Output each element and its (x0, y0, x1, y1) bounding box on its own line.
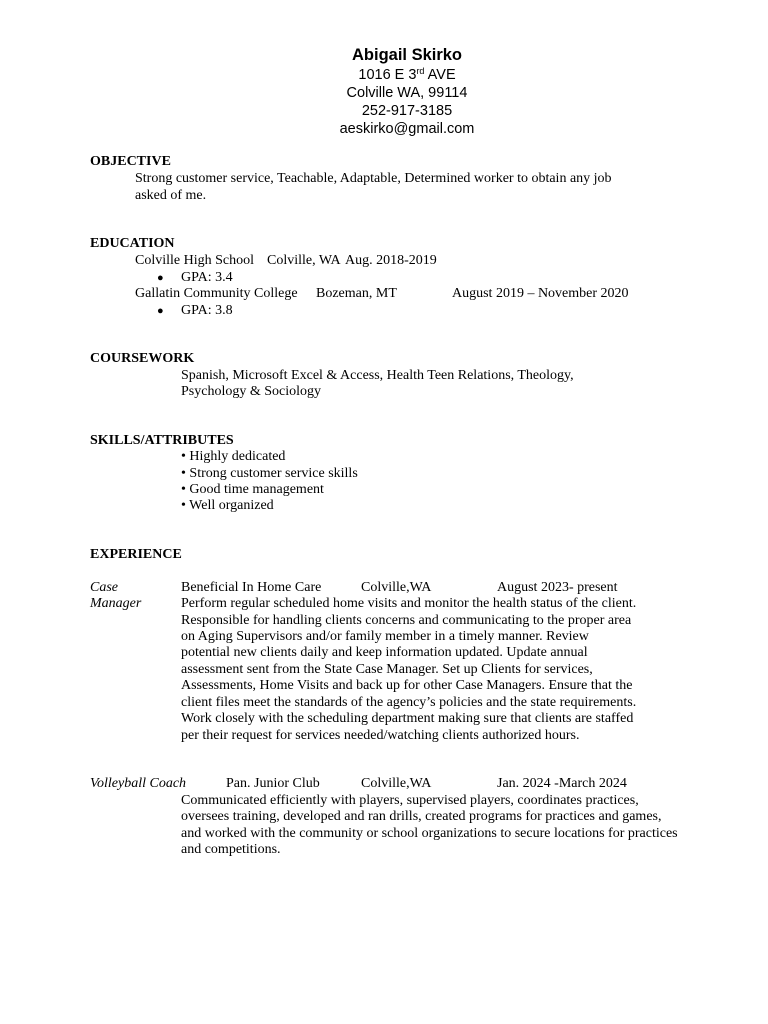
school-name: Colville High School (135, 253, 254, 268)
skills-heading: SKILLS/ATTRIBUTES (90, 433, 234, 448)
job-description-line: Perform regular scheduled home visits and monitor the health status of the client. (181, 596, 637, 611)
address-suffix: AVE (424, 67, 456, 83)
bullet-icon: ● (157, 272, 164, 284)
skill-item: • Highly dedicated (181, 449, 286, 464)
job-description-line: client files meet the standards of the agency’s policies and the state requirements. (181, 695, 637, 710)
coursework-heading: COURSEWORK (90, 351, 195, 366)
job-description-line: assessment sent from the State Case Manager. Set up Clients for services, (181, 662, 593, 677)
job-description-line: and competitions. (181, 842, 281, 857)
job-description-line: and worked with the community or school organizations to secure locations for practices (181, 826, 678, 841)
job-title: Volleyball Coach (90, 776, 187, 791)
address-prefix: 1016 E 3 (358, 67, 417, 83)
city-line: Colville WA, 99114 (346, 85, 468, 101)
job-description-line: potential new clients daily and keep information updated. Update annual (181, 645, 588, 660)
applicant-name: Abigail Skirko (351, 46, 463, 64)
job-employer: Pan. Junior Club (226, 776, 320, 791)
objective-heading: OBJECTIVE (90, 154, 171, 169)
objective-line: Strong customer service, Teachable, Adaptable, Determined worker to obtain any job (135, 171, 612, 186)
email-line: aeskirko@gmail.com (339, 121, 475, 137)
job-description-line: on Aging Supervisors and/or family member in a timely manner. Review (181, 629, 589, 644)
address-ordinal: rd (416, 66, 425, 76)
coursework-line: Psychology & Sociology (181, 384, 322, 399)
school-location: Colville, WA (267, 253, 341, 268)
gpa-item: GPA: 3.4 (181, 270, 233, 285)
education-heading: EDUCATION (90, 236, 175, 251)
job-dates: August 2023- present (497, 580, 618, 595)
bullet-icon: ● (157, 305, 164, 317)
job-employer: Beneficial In Home Care (181, 580, 322, 595)
job-description-line: oversees training, developed and ran drills, created programs for practices and games, (181, 809, 662, 824)
job-location: Colville,WA (361, 776, 432, 791)
job-description-line: per their request for services needed/watching clients authorized hours. (181, 728, 580, 743)
school-location: Bozeman, MT (316, 286, 397, 301)
job-description-line: Work closely with the scheduling department making sure that clients are staffed (181, 711, 634, 726)
job-description-line: Responsible for handling clients concerns and communicating to the proper area (181, 613, 632, 628)
coursework-line: Spanish, Microsoft Excel & Access, Health Teen Relations, Theology, (181, 368, 574, 383)
experience-heading: EXPERIENCE (90, 547, 182, 562)
school-dates: Aug. 2018-2019 (345, 253, 437, 268)
job-description-line: Communicated efficiently with players, supervised players, coordinates practices, (181, 793, 639, 808)
job-dates: Jan. 2024 -March 2024 (497, 776, 627, 791)
job-location: Colville,WA (361, 580, 432, 595)
skill-item: • Strong customer service skills (181, 466, 358, 481)
skill-item: • Good time management (181, 482, 324, 497)
job-description-line: Assessments, Home Visits and back up for other Case Managers. Ensure that the (181, 678, 633, 693)
job-title: Manager (90, 596, 142, 611)
school-name: Gallatin Community College (135, 286, 298, 301)
gpa-item: GPA: 3.8 (181, 303, 233, 318)
skill-item: • Well organized (181, 498, 274, 513)
phone-line: 252-917-3185 (361, 103, 453, 119)
address-line (0, 67, 768, 85)
school-dates: August 2019 – November 2020 (452, 286, 629, 301)
objective-line: asked of me. (135, 188, 207, 203)
job-title: Case (90, 580, 118, 595)
